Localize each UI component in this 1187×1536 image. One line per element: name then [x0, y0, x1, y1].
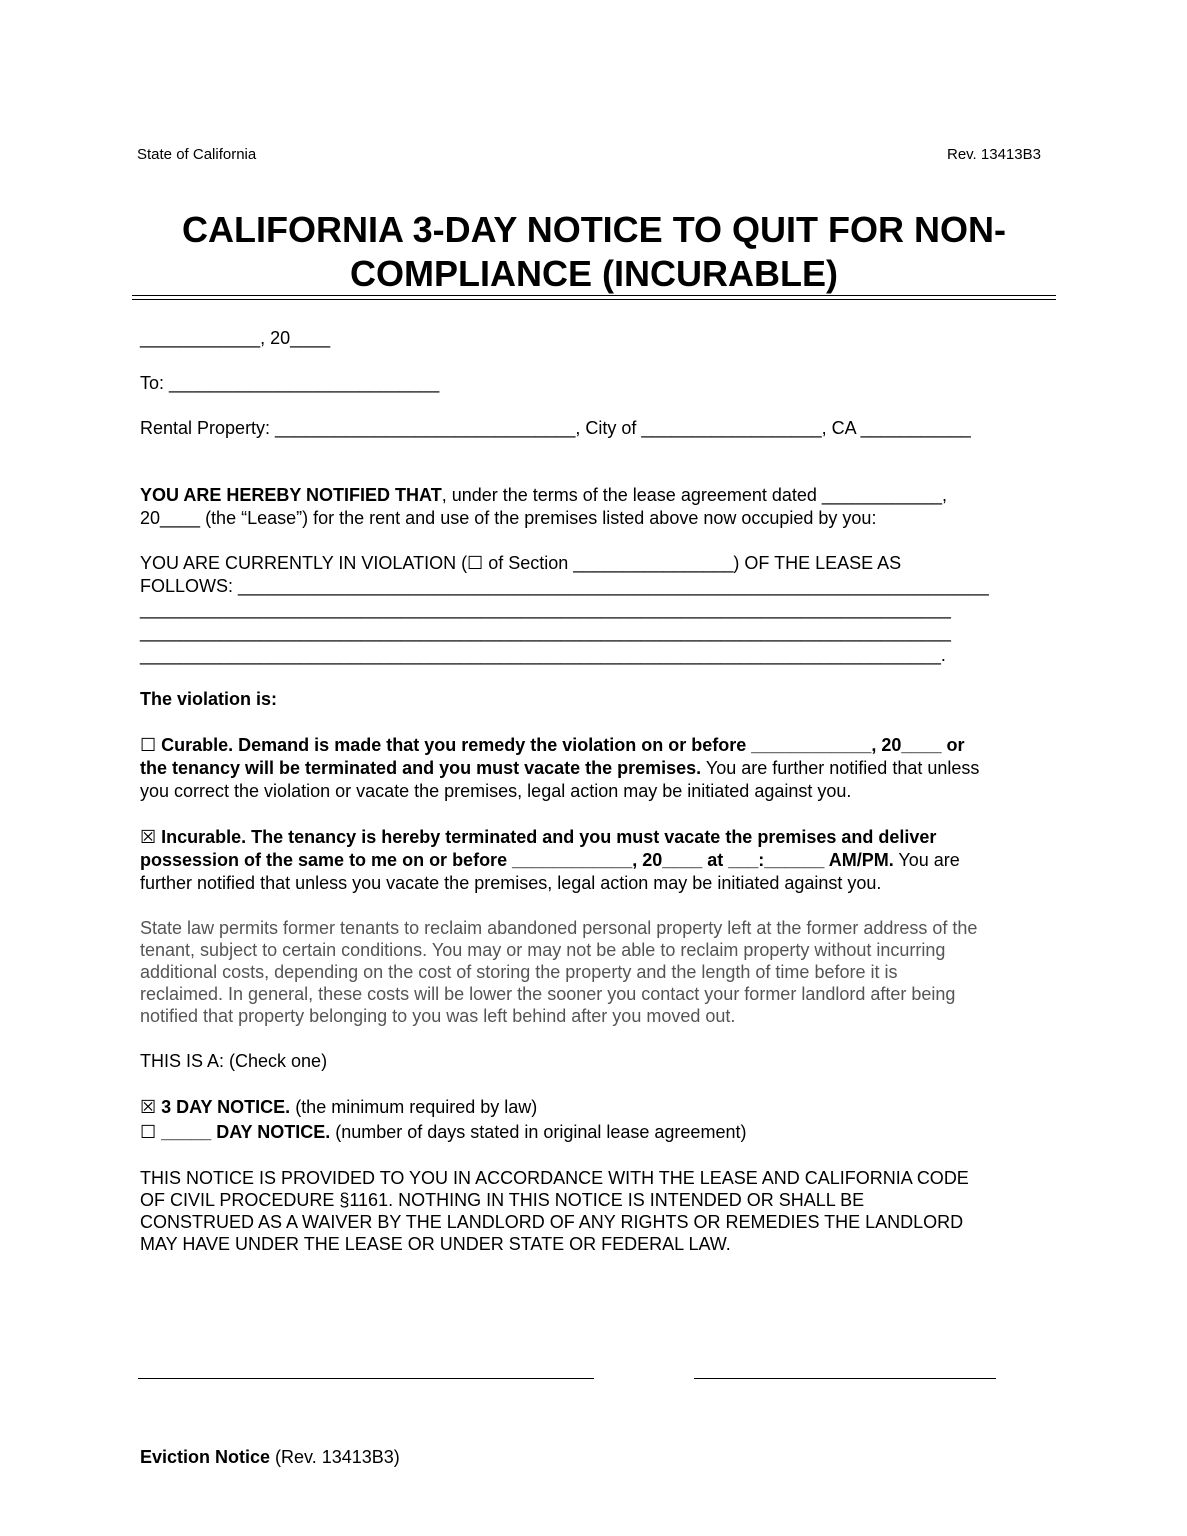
landlord-signature-line[interactable] — [138, 1378, 594, 1379]
option-3-day-checkbox[interactable]: ☒ — [140, 1097, 157, 1117]
footer-title: Eviction Notice — [140, 1447, 271, 1467]
notice-option-custom-day — [140, 1121, 746, 1144]
legal-statement-line: THIS NOTICE IS PROVIDED TO YOU IN ACCORDANCE WITH THE LEASE AND CALIFORNIA CODE — [140, 1168, 969, 1188]
to-field[interactable]: To: ___________________________ — [140, 373, 440, 393]
rental-property-field[interactable]: Rental Property: ______________________________, City of __________________, CA ___________ — [140, 418, 971, 438]
violation-line2[interactable]: FOLLOWS: ___________________________________________________________________________ — [140, 576, 989, 596]
curable-bold-text: the tenancy will be terminated and you must vacate the premises. — [140, 758, 702, 778]
violation-line1: YOU ARE CURRENTLY IN VIOLATION (☐ of Section ________________) OF THE LEASE AS — [140, 553, 902, 573]
document-title-line1: CALIFORNIA 3-DAY NOTICE TO QUIT FOR NON- — [181, 209, 1007, 250]
incurable-line3: further notified that unless you vacate the premises, legal action may be initiated against you. — [140, 873, 882, 893]
state-label: State of California — [137, 146, 257, 163]
footer-label — [140, 1446, 400, 1469]
property-notice-line: tenant, subject to certain conditions. You may or may not be able to reclaim property without incurring — [140, 940, 946, 960]
violation-blank-line[interactable]: _________________________________________________________________________________ — [140, 599, 951, 619]
violation-blank-line[interactable]: ________________________________________________________________________________. — [140, 645, 946, 665]
footer-revision: (Rev. 13413B3) — [270, 1447, 400, 1467]
option-3-day-label: 3 DAY NOTICE. — [156, 1097, 291, 1117]
property-notice-line: State law permits former tenants to reclaim abandoned personal property left at the former address of the — [140, 918, 978, 938]
revision-label: Rev. 13413B3 — [947, 146, 1041, 163]
notified-line1 — [140, 484, 947, 507]
legal-statement-line: CONSTRUED AS A WAIVER BY THE LANDLORD OF ANY RIGHTS OR REMEDIES THE LANDLORD — [140, 1212, 964, 1232]
incurable-line2 — [140, 849, 960, 872]
title-rule-top — [132, 295, 1056, 296]
legal-statement-line: MAY HAVE UNDER THE LEASE OR UNDER STATE OR FEDERAL LAW. — [140, 1234, 731, 1254]
incurable-rest-text: You are — [893, 850, 960, 870]
incurable-bold-text: Incurable. The tenancy is hereby terminated and you must vacate the premises and deliver — [156, 827, 937, 847]
signature-date-line[interactable] — [694, 1378, 996, 1379]
incurable-checkbox[interactable]: ☒ — [140, 827, 157, 847]
document-title-line2: COMPLIANCE (INCURABLE) — [350, 253, 838, 294]
curable-rest-text: You are further notified that unless — [701, 758, 980, 778]
option-custom-day-label: _____ DAY NOTICE. — [156, 1122, 331, 1142]
incurable-bold-text: possession of the same to me on or before ____________, 20____ at ___:______ AM/PM. — [140, 850, 894, 870]
property-notice-line: additional costs, depending on the cost of storing the property and the length of time before it is — [140, 962, 898, 982]
curable-line1 — [140, 734, 964, 757]
notified-rest: , under the terms of the lease agreement dated ____________, — [441, 485, 948, 505]
property-notice-line: reclaimed. In general, these costs will be lower the sooner you contact your former landlord after being — [140, 984, 956, 1004]
date-field[interactable]: ____________, 20____ — [140, 328, 331, 348]
notice-type-heading: THIS IS A: (Check one) — [140, 1051, 328, 1071]
notified-lead: YOU ARE HEREBY NOTIFIED THAT — [140, 485, 442, 505]
violation-blank-line[interactable]: _________________________________________________________________________________ — [140, 622, 951, 642]
curable-line2 — [140, 757, 979, 780]
option-3-day-note: (the minimum required by law) — [290, 1097, 538, 1117]
option-custom-day-checkbox[interactable]: ☐ — [140, 1122, 157, 1142]
legal-statement-line: OF CIVIL PROCEDURE §1161. NOTHING IN THIS NOTICE IS INTENDED OR SHALL BE — [140, 1190, 865, 1210]
title-rule-bottom — [132, 299, 1056, 300]
curable-line3: you correct the violation or vacate the premises, legal action may be initiated against you. — [140, 781, 852, 801]
notified-line2: 20____ (the “Lease”) for the rent and use of the premises listed above now occupied by you: — [140, 508, 877, 528]
curable-checkbox[interactable]: ☐ — [140, 735, 157, 755]
violation-is-heading: The violation is: — [140, 689, 278, 709]
notice-option-3-day — [140, 1096, 537, 1119]
option-custom-day-note: (number of days stated in original lease agreement) — [330, 1122, 747, 1142]
curable-bold-text: Curable. Demand is made that you remedy the violation on or before ____________, 20____ or — [156, 735, 965, 755]
incurable-line1 — [140, 826, 936, 849]
property-notice-line: notified that property belonging to you was left behind after you moved out. — [140, 1006, 736, 1026]
